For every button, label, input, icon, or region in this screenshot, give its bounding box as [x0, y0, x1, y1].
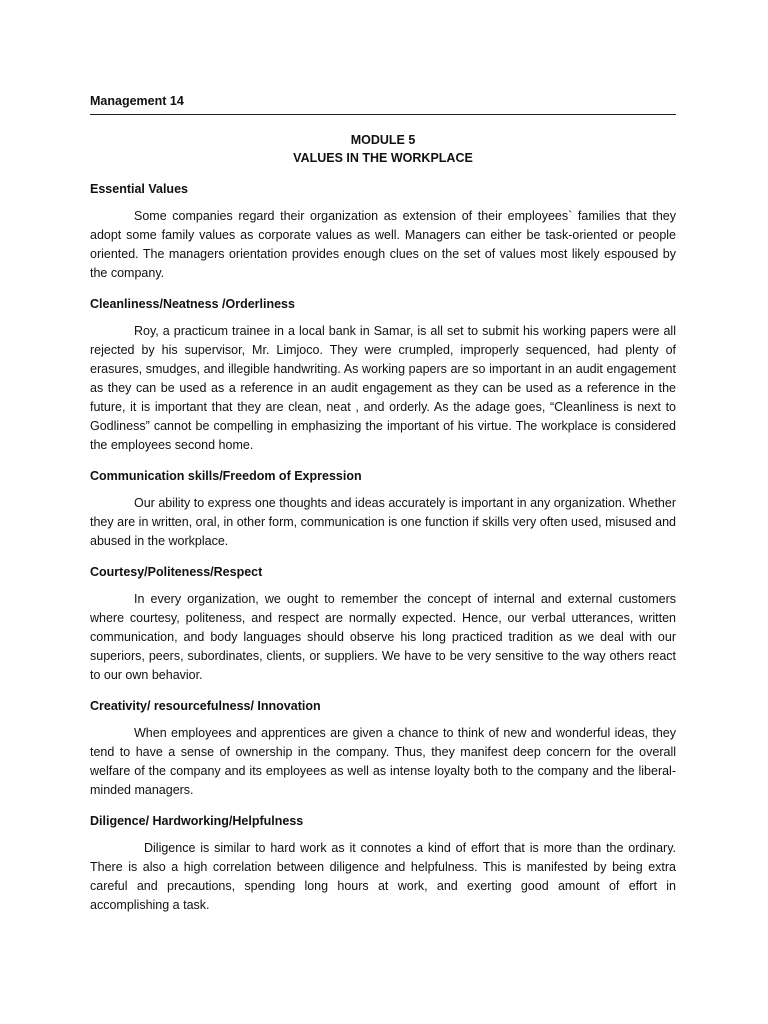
section-body-cleanliness: Roy, a practicum trainee in a local bank in Samar, is all set to submit his working papers were all rejected by his supervisor, Mr. Limjoco. They were crumpled, improperly sequenced, had plenty of erasures, smudges, and illegible handwriting. As working papers are so important in an audit engagement as they can be used as a reference in an audit engagement as they can be used as a reference in the future, it is important that they are clean, neat , and orderly. As the adage goes, “Cleanliness is next to Godliness” cannot be compelling in emphasizing the important of his virtue. The workplace is considered the employees second home.: [90, 324, 676, 452]
section-body-diligence: Diligence is similar to hard work as it connotes a kind of effort that is more than the ordinary. There is also a high correlation between diligence and helpfulness. This is manifested by being extra careful and precautions, spending long hours at work, and exerting good amount of effort in accomplishing a task.: [90, 841, 676, 912]
section-heading-courtesy: Courtesy/Politeness/Respect: [90, 565, 263, 579]
section-heading-cleanliness: Cleanliness/Neatness /Orderliness: [90, 297, 295, 311]
module-number: MODULE 5: [350, 133, 416, 147]
section-body-creativity: When employees and apprentices are given a chance to think of new and wonderful ideas, they tend to have a sense of ownership in the company. Thus, they manifest deep concern for the overall welfare of the company and its employees as well as intense loyalty both to the company and the liberal-minded managers.: [90, 726, 676, 797]
section-heading-essential-values: Essential Values: [90, 182, 188, 196]
module-title: VALUES IN THE WORKPLACE: [293, 151, 473, 165]
section-body-courtesy: In every organization, we ought to remember the concept of internal and external customers where courtesy, politeness, and respect are normally expected. Hence, our verbal utterances, written communication, and body languages should observe his long practiced tradition as we deal with our superiors, peers, subordinates, clients, or suppliers. We have to be very sensitive to the way others react to our own behavior.: [90, 592, 676, 682]
section-body-communication: Our ability to express one thoughts and ideas accurately is important in any organization. Whether they are in written, oral, in other form, communication is one function if skills very often used, misused and abused in the workplace.: [90, 496, 676, 548]
section-body-essential-values: Some companies regard their organization as extension of their employees` families that they adopt some family values as corporate values as well. Managers can either be task-oriented or people oriented. The managers orientation provides enough clues on the set of values most likely espoused by the company.: [90, 209, 676, 280]
section-heading-creativity: Creativity/ resourcefulness/ Innovation: [90, 699, 321, 713]
course-header: Management 14: [90, 92, 676, 115]
document-page: [90, 92, 676, 915]
section-heading-diligence: Diligence/ Hardworking/Helpfulness: [90, 814, 304, 828]
section-heading-communication: Communication skills/Freedom of Expression: [90, 469, 362, 483]
